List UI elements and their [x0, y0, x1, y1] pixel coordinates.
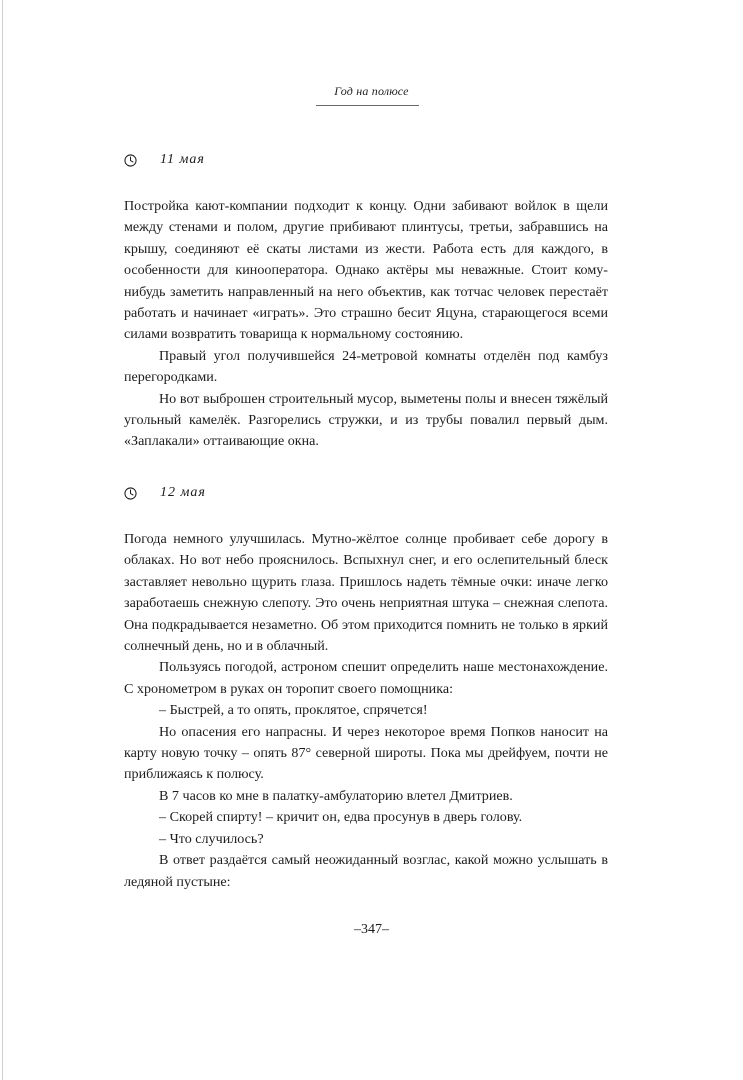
paragraph: Но опасения его напрасны. И через некоторое время Попков наносит на карту новую точку – опять 87° северной широты. Пока мы дрейфуем, почти не приближаясь к полюсу. [124, 723, 608, 783]
paragraph: Правый угол получившейся 24-метровой комнаты отделён под камбуз перегородками. [124, 347, 608, 386]
running-title: Год на полюсе [334, 84, 409, 98]
entry-date: 12 мая [160, 485, 206, 500]
diary-entry [124, 485, 608, 893]
running-header [0, 82, 743, 100]
diary-entry [124, 152, 608, 453]
page-number: –347– [354, 922, 389, 937]
entry-date: 11 мая [160, 152, 205, 167]
clock-icon [124, 154, 137, 167]
entry-date-line [124, 485, 608, 507]
clock-icon [124, 487, 137, 500]
dialogue-line: – Быстрей, а то опять, проклятое, спрячется! [159, 702, 428, 719]
paragraph: Но вот выброшен строительный мусор, выметены полы и внесен тяжёлый угольный камелёк. Разгорелись стружки, и из трубы повалил первый дым. «Заплакали» оттаивающие окна. [124, 390, 608, 450]
paragraph: В ответ раздаётся самый неожиданный возглас, какой можно услышать в ледяной пустыне: [124, 852, 608, 890]
header-rule [316, 105, 419, 106]
paragraph: Погода немного улучшилась. Мутно-жёлтое солнце пробивает себе дорогу в облаках. Но вот небо прояснилось. Вспыхнул снег, и его ослепительный блеск заставляет невольно щурить глаза. Пришлось надеть тёмные очки: иначе легко заработаешь снежную слепоту. Это очень неприятная штука – снежная слепота. Она подкрадывается незаметно. Об этом приходится помнить не только в яркий солнечный день, но и в облачный. [124, 531, 608, 655]
page-edge-line [2, 0, 3, 1080]
entry-date-line [124, 152, 608, 174]
paragraph: Пользуясь погодой, астроном спешит определить наше местонахождение. С хронометром в руках он торопит своего помощника: [124, 659, 608, 697]
paragraph: Постройка кают-компании подходит к концу. Одни забивают войлок в щели между стенами и полом, другие прибивают плинтусы, третьи, забравшись на крышу, соединяют её скаты листами из жести. Работа есть для каждого, в особенности для кинооператора. Однако актёры мы неважные. Стоит кому-нибудь заметить направленный на него объектив, как тотчас человек перестаёт работать и начинает «играть». Это страшно бесит Яцуна, старающегося всеми силами возвратить товарища к нормальному состоянию. [124, 198, 608, 343]
paragraph: В 7 часов ко мне в палатку-амбулаторию влетел Дмитриев. [159, 787, 513, 804]
dialogue-line: – Скорей спирту! – кричит он, едва просунув в дверь голову. [159, 809, 523, 826]
dialogue-line: – Что случилось? [159, 830, 264, 847]
